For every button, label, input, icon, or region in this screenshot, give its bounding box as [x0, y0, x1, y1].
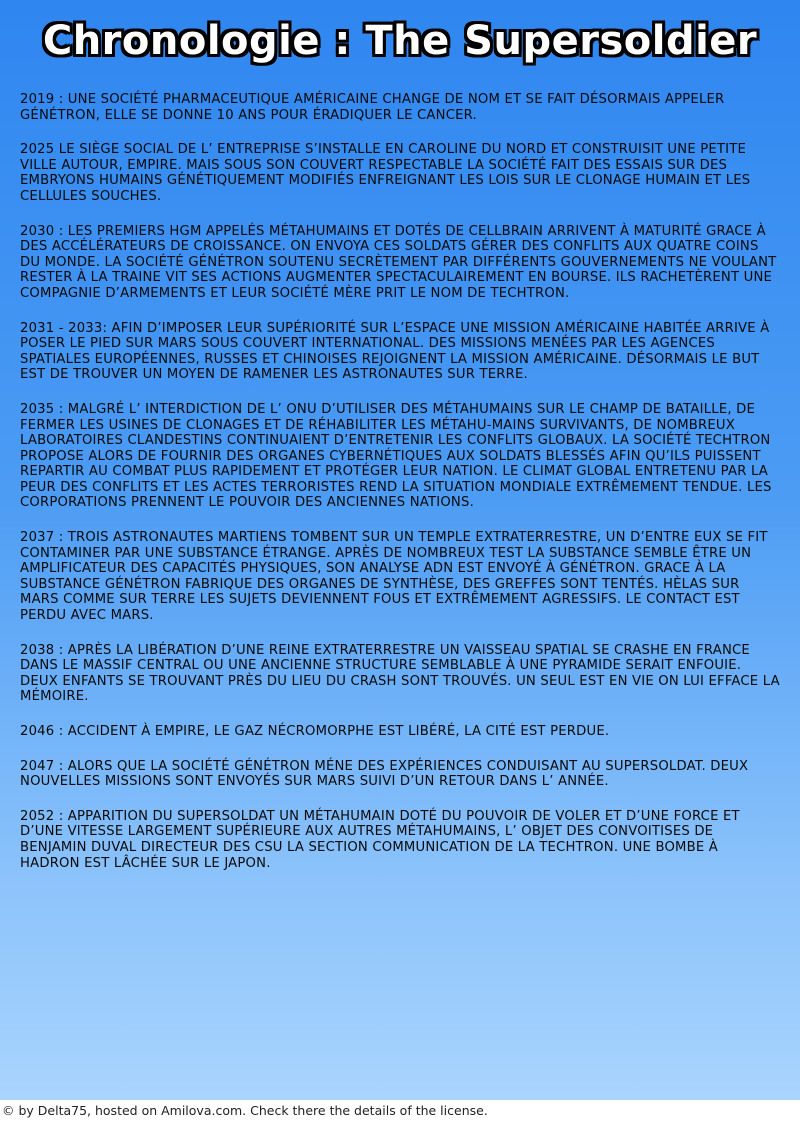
- timeline-entry-2038: 2038 : APRÈS LA LIBÉRATION D’UNE REINE EXTRATERRESTRE UN VAISSEAU SPATIAL SE CRASHE EN FRANCE DANS LE MASSIF CENTRAL OU UNE ANCIENNE STRUCTURE SEMBLABLE À UNE PYRAMIDE SERAIT ENFOUIE. DEUX ENFANTS SE TROUVANT PRÈS DU LIEU DU CRASH SONT TROUVÉS. UN SEUL EST EN VIE ON LUI EFFACE LA MÉMOIRE.: [20, 642, 780, 705]
- timeline-entry-2047: 2047 : ALORS QUE LA SOCIÉTÉ GÉNÉTRON MÉNE DES EXPÉRIENCES CONDUISANT AU SUPERSOLDAT. DEUX NOUVELLES MISSIONS SONT ENVOYÉS SUR MARS SUIVI D’UN RETOUR DANS L’ ANNÉE.: [20, 758, 749, 790]
- page-title: Chronologie : The Supersoldier: [42, 18, 758, 64]
- timeline-entry-2025: 2025 LE SIÈGE SOCIAL DE L’ ENTREPRISE S’INSTALLE EN CAROLINE DU NORD ET CONSTRUISIT UNE PETITE VILLE AUTOUR, EMPIRE. MAIS SOUS SON COUVERT RESPECTABLE LA SOCIÉTÉ FAIT DES ESSAIS SUR DES EMBRYONS HUMAINS GÉNÉTIQUEMENT MODIFIÉS ENFREIGNANT LES LOIS SUR LE CLONAGE HUMAIN ET LES CELLULES SOUCHES.: [20, 142, 751, 204]
- license-credit: © by Delta75, hosted on Amilova.com. Check there the details of the license.: [2, 1103, 488, 1118]
- timeline-entry-2037: 2037 : TROIS ASTRONAUTES MARTIENS TOMBENT SUR UN TEMPLE EXTRATERRESTRE, UN D’ENTRE EUX SE FIT CONTAMINER PAR UNE SUBSTANCE ÉTRANGE. APRÈS DE NOMBREUX TEST LA SUBSTANCE SEMBLE ÊTRE UN AMPLIFICATEUR DES CAPACITÉS PHYSIQUES, SON ANALYSE ADN EST ENVOYÉ À GÉNÉTRON. GRACE À LA SUBSTANCE GÉNÉTRON FABRIQUE DES ORGANES DE SYNTHÈSE, DES GREFFES SONT TENTÉS. HÈLAS SUR MARS COMME SUR TERRE LES SUJETS DEVIENNENT FOUS ET EXTRÊMEMENT AGRESSIFS. LE CONTACT EST PERDU AVEC MARS.: [20, 530, 768, 624]
- timeline-entry-2046: 2046 : ACCIDENT À EMPIRE, LE GAZ NÉCROMORPHE EST LIBÉRÉ, LA CITÉ EST PERDUE.: [20, 724, 610, 739]
- timeline-entry-2019: 2019 : UNE SOCIÉTÉ PHARMACEUTIQUE AMÉRICAINE CHANGE DE NOM ET SE FAIT DÉSORMAIS APPELER GÉNÉTRON, ELLE SE DONNE 10 ANS POUR ÉRADIQUER LE CANCER.: [20, 92, 725, 123]
- timeline-entry-2030: 2030 : LES PREMIERS HGM APPELÉS MÉTAHUMAINS ET DOTÉS DE CELLBRAIN ARRIVENT À MATURITÉ GRACE À DES ACCÉLÉRATEURS DE CROISSANCE. ON ENVOYA CES SOLDATS GÉRER DES CONFLITS AUX QUATRE COINS DU MONDE. LA SOCIÉTÉ GÉNÉTRON SOUTENU SECRÈTEMENT PAR DIFFÉRENTS GOUVERNEMENTS NE VOULANT RESTER À LA TRAINE VIT SES ACTIONS AUGMENTER SPECTACULAIREMENT EN BOURSE. ILS RACHETÈRENT UNE COMPAGNIE D’ARMEMENTS ET LEUR SOCIÉTÉ MÈRE PRIT LE NOM DE TECHTRON.: [20, 223, 777, 301]
- timeline-entries: [20, 92, 780, 890]
- timeline-entry-2031-2033: 2031 - 2033: AFIN D’IMPOSER LEUR SUPÉRIORITÉ SUR L’ESPACE UNE MISSION AMÉRICAINE HABITÉE ARRIVE À POSER LE PIED SUR MARS SOUS COUVERT INTERNATIONAL. DES MISSIONS MENÉES PAR LES AGENCES SPATIALES EUROPÉENNES, RUSSES ET CHINOISES REJOIGNENT LA MISSION AMÉRICAINE. DÉSORMAIS LE BUT EST DE TROUVER UN MOYEN DE RAMENER LES ASTRONAUTES SUR TERRE.: [20, 320, 770, 383]
- timeline-entry-2035: 2035 : MALGRÉ L’ INTERDICTION DE L’ ONU D’UTILISER DES MÉTAHUMAINS SUR LE CHAMP DE BATAILLE, DE FERMER LES USINES DE CLONAGES ET DE RÉHABILITER LES MÉTAHU-MAINS SURVIVANTS, DE NOMBREUX LABORATOIRES CLANDESTINS CONTINUAIENT D’ENTRETENIR LES CONFLITS GLOBAUX. LA SOCIÉTÉ TECHTRON PROPOSE ALORS DE FOURNIR DES ORGANES CYBERNÉTIQUES AUX SOLDATS BLESSÉS AFIN QU’ILS PUISSENT REPARTIR AU COMBAT PLUS RAPIDEMENT ET PROTÉGER LEUR NATION. LE CLIMAT GLOBAL ENTRETENU PAR LA PEUR DES CONFLITS ET LES ACTES TERRORISTES REND LA SITUATION MONDIALE EXTRÊMEMENT TENDUE. LES CORPORATIONS PRENNENT LE POUVOIR DES ANCIENNES NATIONS.: [20, 401, 772, 511]
- timeline-entry-2052: 2052 : APPARITION DU SUPERSOLDAT UN MÉTAHUMAIN DOTÉ DU POUVOIR DE VOLER ET D’UNE FORCE ET D’UNE VITESSE LARGEMENT SUPÉRIEURE AUX AUTRES MÉTAHUMAINS, L’ OBJET DES CONVOITISES DE BENJAMIN DUVAL DIRECTEUR DES CSU LA SECTION COMMUNICATION DE LA TECHTRON. UNE BOMBE À HADRON EST LÂCHÉE SUR LE JAPON.: [20, 808, 740, 871]
